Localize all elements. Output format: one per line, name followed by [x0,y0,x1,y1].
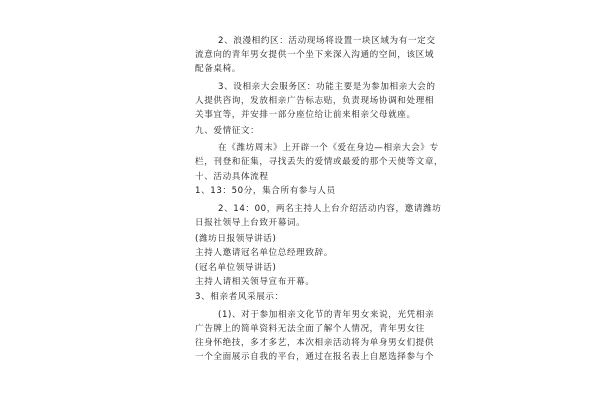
text-line: (冠名单位领导讲话) [195,263,277,273]
section-heading: 九、爱情征文： [195,126,260,136]
text-line: 栏，刊登和征集，寻找丢失的爱情或最爱的那个天使等文章， [195,157,444,167]
text-line: 往身怀绝技，多才多艺，本次相亲活动将为单身男女们提供 [195,338,435,348]
text-line: 流意向的青年男女提供一个坐下来深入沟通的空间，该区域 [195,50,435,60]
text-line: 3、设相亲大会服务区：功能主要是为参加相亲大会的 [218,82,436,92]
text-line: (潍坊日报领导讲话) [195,234,277,244]
text-line: 在《潍坊周末》上开辟一个《爱在身边—相亲大会》专 [218,143,439,153]
text-line: 2、浪漫相约区：活动现场将设置一块区域为有一定交 [218,36,436,46]
text-line: 配备桌椅。 [195,64,241,74]
text-line: 广告牌上的简单资料无法全面了解个人情况，青年男女往 [195,324,425,334]
text-line: 主持人邀请冠名单位总经理致辞。 [195,248,333,258]
text-line: (1)、对于参加相亲文化节的青年男女来说，光凭相亲 [218,310,435,320]
text-line: 1、13：50分，集合所有参与人员 [195,186,336,196]
text-line: 一个全面展示自我的平台，通过在报名表上自愿选择参与个 [195,352,435,362]
section-heading: 十、活动具体流程 [195,172,269,182]
text-line: 人提供咨询，发放相亲广告标志贴，负责现场协调和处理相 [195,96,435,106]
text-line: 3、相亲者风采展示： [195,292,284,302]
text-line: 2、14：00，两名主持人上台介绍活动内容，邀请潍坊 [218,204,442,214]
text-line: 主持人请相关领导宣布开幕。 [195,277,315,287]
text-line: 日报社领导上台致开幕词。 [195,218,306,228]
text-line: 关事宜等，并安排一部分座位给让前来相亲父母就座。 [195,110,416,120]
